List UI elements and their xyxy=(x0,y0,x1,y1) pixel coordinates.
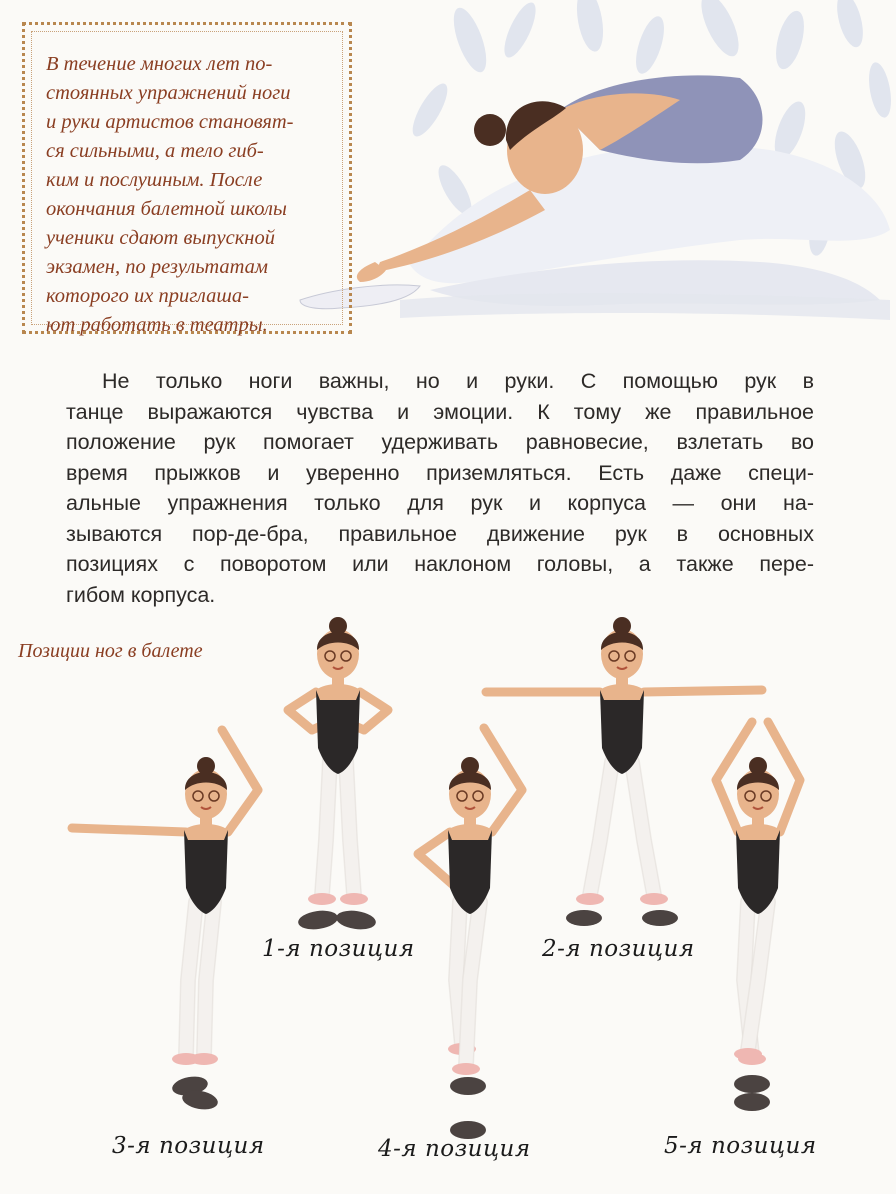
footprints-position-3 xyxy=(171,1074,220,1112)
section-title: Позиции ног в балете xyxy=(18,640,203,662)
intro-line: ким и послушным. После xyxy=(46,169,263,191)
intro-line: и руки артистов становят- xyxy=(46,111,294,133)
intro-line: ют работать в театры. xyxy=(46,314,268,336)
body-line: время прыжков и уверенно приземляться. Есть даже специ- xyxy=(66,460,814,485)
footprints-position-5 xyxy=(734,1075,770,1111)
footprints-position-4 xyxy=(450,1077,486,1139)
dancer-position-2 xyxy=(486,617,762,905)
footprints-position-2 xyxy=(566,910,678,926)
dancer-position-3 xyxy=(72,730,258,1065)
intro-line: которого их приглаша- xyxy=(46,285,249,307)
position-5-caption: 5-я позиция xyxy=(664,1133,817,1159)
position-1-caption: 1-я позиция xyxy=(262,936,415,962)
intro-line: В течение многих лет по- xyxy=(46,53,273,75)
body-line: зываются пор-де-бра, правильное движение рук в основных xyxy=(66,521,814,546)
dancer-position-5 xyxy=(716,722,800,1065)
position-4-caption: 4-я позиция xyxy=(378,1136,531,1162)
body-line: позициях с поворотом или наклоном головы, а также пере- xyxy=(66,552,814,576)
position-3-caption: 3-я позиция xyxy=(112,1133,265,1159)
intro-line: окончания балетной школы xyxy=(46,198,287,220)
body-line: альные упражнения только для рук и корпуса — они на- xyxy=(66,491,814,515)
intro-line: экзамен, по результатам xyxy=(46,256,269,278)
body-line: гибом корпуса. xyxy=(66,582,216,607)
body-line: положение рук помогает удерживать равновесие, взлетать во xyxy=(66,430,814,454)
body-line: танце выражаются чувства и эмоции. К тому же правильное xyxy=(66,399,814,424)
body-line: Не только ноги важны, но и руки. С помощью рук в xyxy=(102,369,814,393)
footprints-position-1 xyxy=(297,908,377,931)
dancer-position-1 xyxy=(288,617,388,905)
intro-line: ученики сдают выпускной xyxy=(46,227,275,249)
position-2-caption: 2-я позиция xyxy=(542,936,695,962)
intro-line: ся сильными, а тело гиб- xyxy=(46,140,264,162)
intro-line: стоянных упражнений ноги xyxy=(46,82,291,104)
dancer-position-4 xyxy=(418,728,522,1075)
